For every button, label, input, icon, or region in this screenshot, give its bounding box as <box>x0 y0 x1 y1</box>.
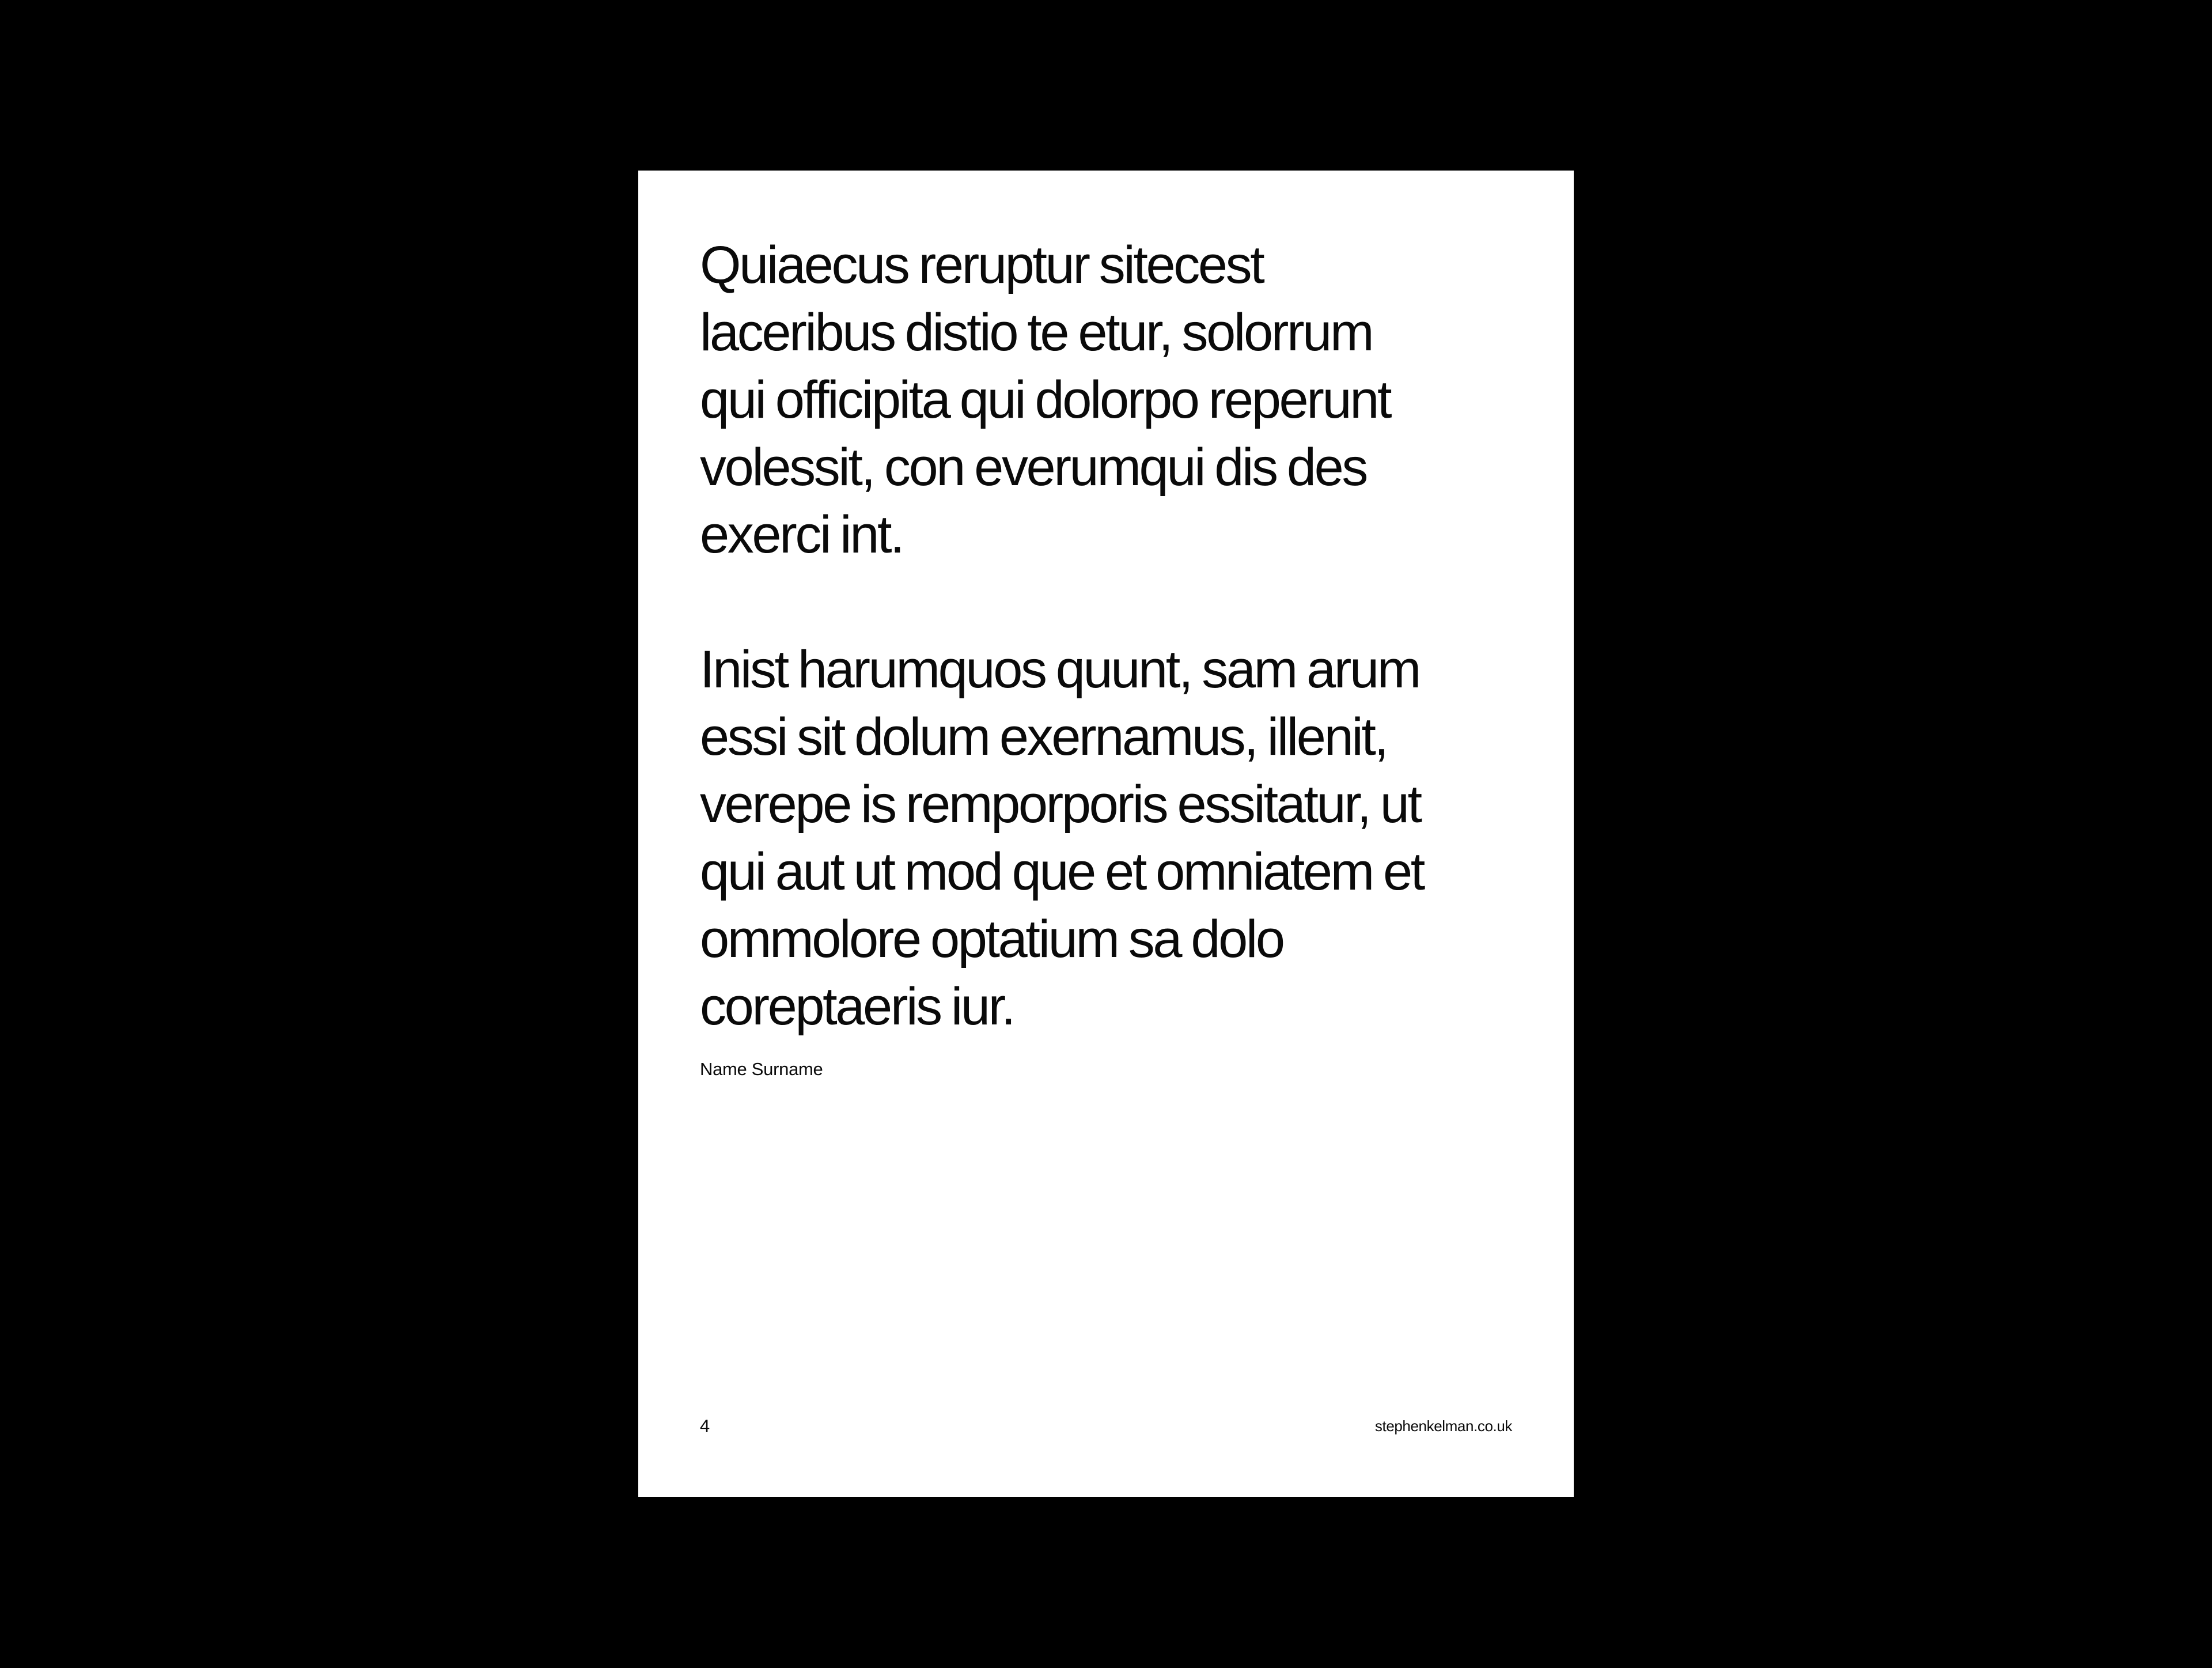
document-page <box>638 171 1574 1497</box>
body-text <box>700 232 1529 1041</box>
paragraph-2: Inist harumquos quunt, sam arum essi sit dolum exernamus, illenit, verepe is remporporis essitatur, ut qui aut ut mod que et omniatem et ommolore optatium sa dolo coreptaeris iur. <box>700 640 1423 1036</box>
page-number: 4 <box>700 1416 710 1436</box>
paragraph-1: Quiaecus reruptur sitecest laceribus distio te etur, solorrum qui officipita qui dolorpo reperunt volessit, con everumqui dis des exerci int. <box>700 236 1391 564</box>
author-name: Name Surname <box>700 1059 823 1079</box>
website-url: stephenkelman.co.uk <box>1374 1417 1512 1435</box>
